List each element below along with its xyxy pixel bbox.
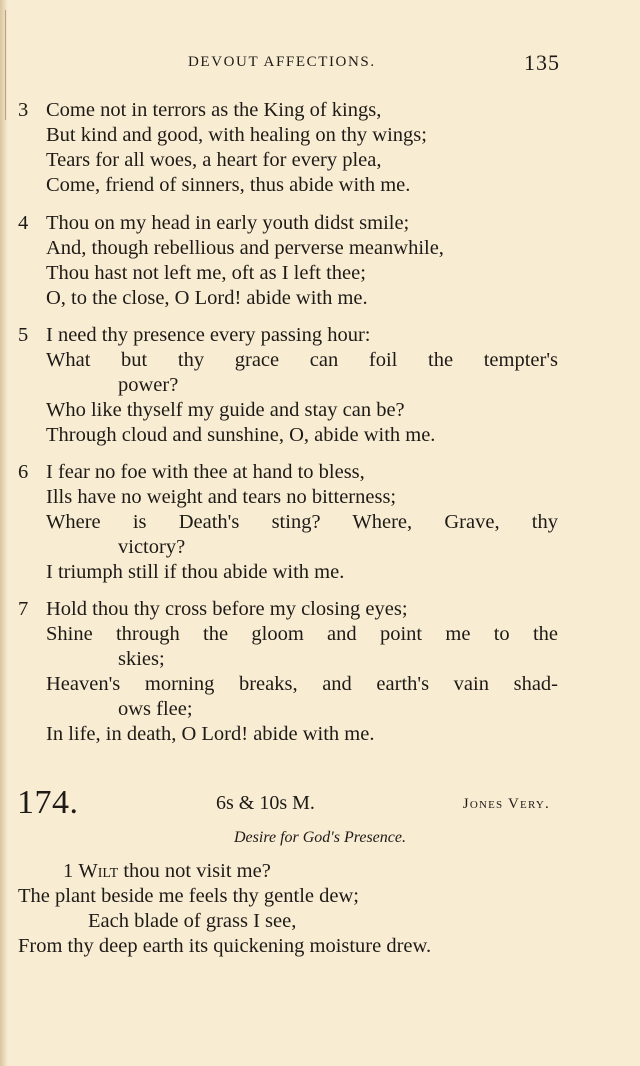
stanza-line: victory? [118,536,186,558]
stanza-line: ows flee; [118,698,193,720]
stanza-5 [18,323,558,448]
stanza-line: I triumph still if thou abide with me. [46,561,345,583]
stanza-line [18,98,558,123]
stanza-line [18,323,558,348]
stanza-number: 5 [18,324,29,346]
line-text: Come not in terrors as the King of kings, [46,99,382,121]
stanza-line: Tears for all woes, a heart for every plea, [46,149,382,171]
verse-line: Each blade of grass I see, [88,910,297,932]
page-edge [0,0,8,1066]
page-number: 135 [524,50,560,75]
stanza-line: Shine through the gloom and point me to the [46,623,558,645]
verse-first-word: Wilt [78,860,119,882]
stanza-line [18,597,558,622]
verse-line: From thy deep earth its quickening moisture drew. [18,935,432,957]
stanza-number: 6 [18,461,29,483]
line-text: I fear no foe with thee at hand to bless, [46,461,365,483]
line-text: Thou on my head in early youth didst smile; [46,212,410,234]
stanza-number: 7 [18,598,29,620]
stanza-line: And, though rebellious and perverse meanwhile, [46,237,444,259]
stanza-7 [18,597,558,747]
stanza-number: 3 [18,99,29,121]
stanza-line: Who like thyself my guide and stay can be? [46,399,405,421]
stanza-3 [18,98,558,198]
stanza-line: But kind and good, with healing on thy wings; [46,124,427,146]
hymn-header [0,784,640,824]
stanza-line [18,460,558,485]
stanza-line: What but thy grace can foil the tempter's [46,349,558,371]
stanza-line: Ills have no weight and tears no bitterness; [46,486,397,508]
line-text: Hold thou thy cross before my closing eyes; [46,598,408,620]
stanza-line: Come, friend of sinners, thus abide with me. [46,174,411,196]
stanza-line: Heaven's morning breaks, and earth's vain shad- [46,673,558,695]
hymn-verse-1 [18,859,558,959]
hymn-author: Jones Very. [462,796,550,812]
stanza-6 [18,460,558,585]
hymn-subtitle: Desire for God's Presence. [234,829,406,846]
hymn-meter: 6s & 10s M. [216,792,315,814]
stanza-line: skies; [118,648,165,670]
stanza-line [18,211,558,236]
running-head [0,52,640,78]
stanza-line: O, to the close, O Lord! abide with me. [46,287,368,309]
verse-line [18,859,558,884]
hymn-number: 174. [17,784,79,821]
stanza-number: 4 [18,212,29,234]
stanza-line: Thou hast not left me, oft as I left thee; [46,262,366,284]
stanza-line: Where is Death's sting? Where, Grave, thy [46,511,558,533]
stanza-line: Through cloud and sunshine, O, abide with me. [46,424,436,446]
verse-number: 1 [63,860,74,882]
line-text: I need thy presence every passing hour: [46,324,371,346]
stanza-line: power? [118,374,179,396]
running-title: DEVOUT AFFECTIONS. [188,54,376,70]
stanza-line: In life, in death, O Lord! abide with me. [46,723,375,745]
verse-line: The plant beside me feels thy gentle dew; [18,885,359,907]
line-text: thou not visit me? [123,860,271,882]
stanza-4 [18,211,558,311]
